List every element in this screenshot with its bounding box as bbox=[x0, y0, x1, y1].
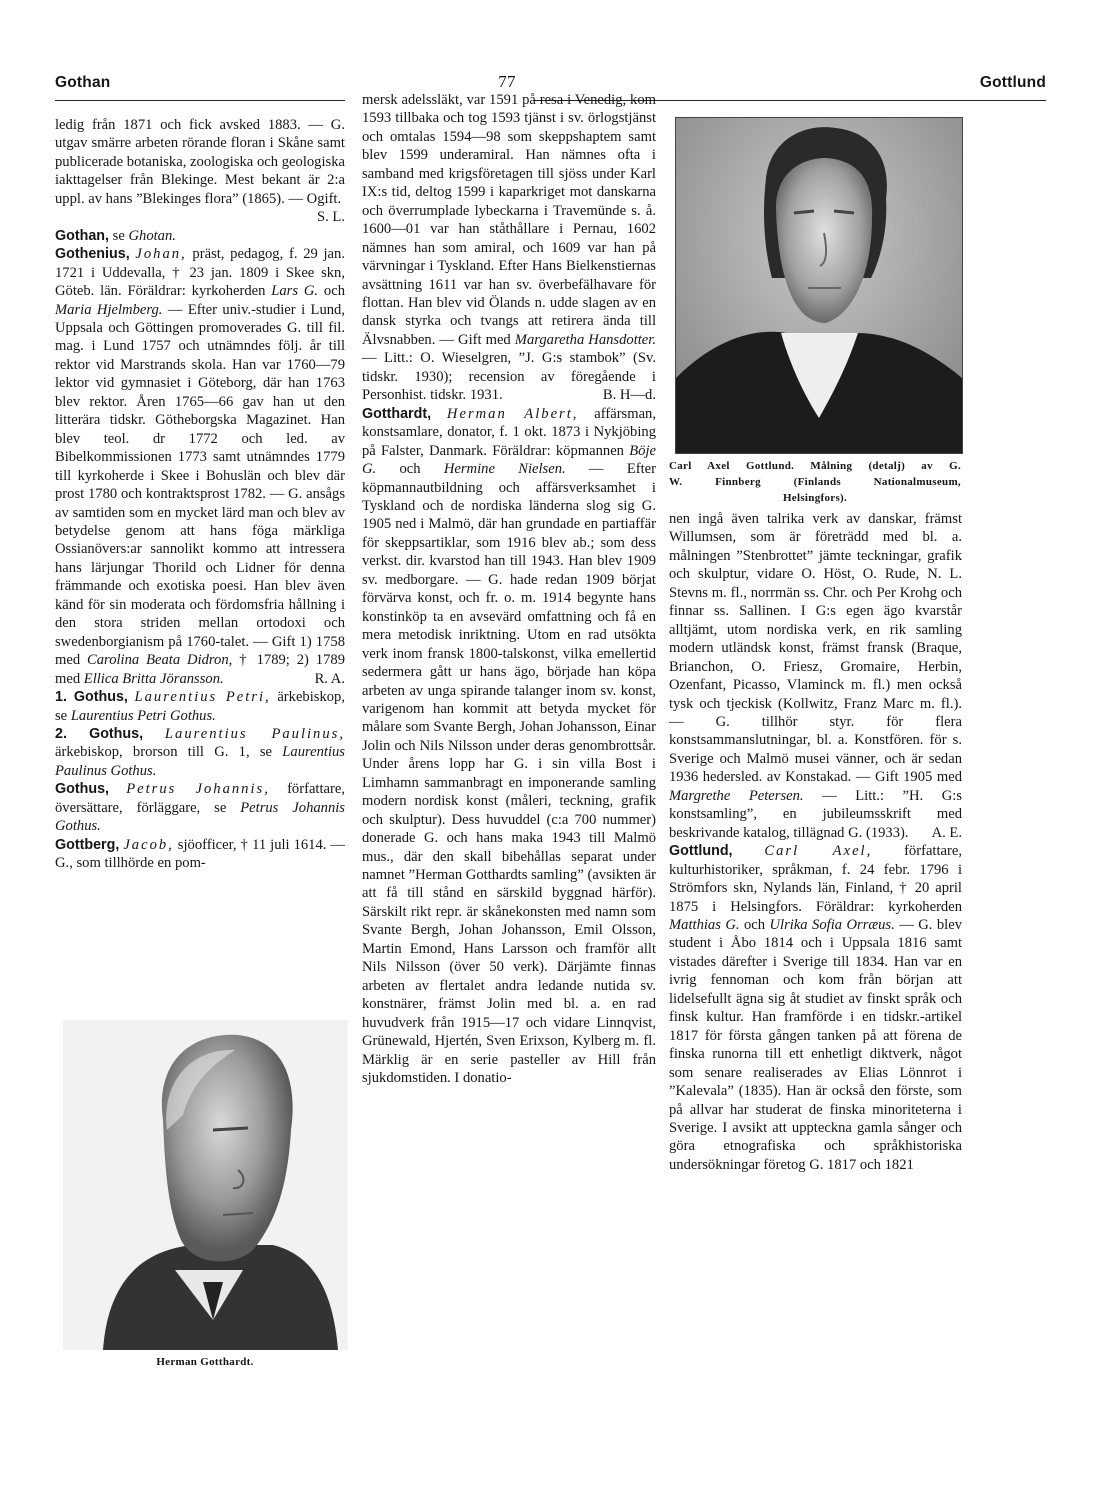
caption-gottlund: Carl Axel Gottlund. Målning (detalj) av G. W. Finnberg (Finlands Nationalmuseum, Helsingfors). bbox=[669, 460, 961, 504]
entry-gottberg-continued: mersk adelssläkt, var 1591 på resa i Venedig, kom 1593 tillbaka och tog 1593 tjänst i sv. örlogstjänst och omtalas 1594—98 som skeppshaptem samt blev 1599 underamiral. Han nämnes ofta i samband med krigsföretagen till sjöss under Karl IX:s tid, deltog 1599 i kaparkriget mot danskarna och överrumplade lybeckarna i Travemünde s. å. 1600—01 var han ståthållare i Pernau, 1602 nämnes han som amiral, och 1609 var han på värvningar i Tyskland. Efter Hans Bielkenstiernas avsättning 1611 var han sv. överbefälhavare för flottan. Han blev vid Ölands n. udde slagen av en dansk styrka och tvangs att retirera ända till Älvsnabben. — Gift med Margaretha Hansdotter. — Litt.: O. Wieselgren, ”J. G:s stambok” (Sv. tidskr. 1930); recension av föregående i Personhist. tidskr. 1931. B. H—d. bbox=[362, 92, 656, 404]
caption-gotthardt: Herman Gotthardt. bbox=[156, 1356, 254, 1368]
entry-gottberg: Gottberg, Jacob, sjöofficer, † 11 juli 1614. — G., som tillhörde en pom- bbox=[55, 836, 345, 872]
author-signature: S. L. bbox=[317, 209, 345, 226]
painting-image bbox=[676, 118, 962, 453]
author-signature: R. A. bbox=[314, 670, 345, 687]
author-signature: A. E. bbox=[931, 824, 962, 841]
running-head-left: Gothan bbox=[55, 74, 111, 91]
entry-continuation: ledig från 1871 och fick avsked 1883. — G. utgav smärre arbeten rörande floran i Skåne samt publicerade botaniska, zoologiska och geologiska iakttagelser från Blekinge. Mest bekant är 2:a uppl. av hans ”Blekinges flora” (1865). — Ogift. S. L. bbox=[55, 117, 345, 226]
entry-headword: Gottlund, bbox=[669, 843, 733, 860]
entry-headword: 2. Gothus, bbox=[55, 725, 144, 742]
entry-gothenius: Gothenius, Johan, präst, pedagog, f. 29 jan. 1721 i Uddevalla, † 23 jan. 1809 i Skee skn, Göteb. län. Föräldrar: kyrkoherden Lars G. och Maria Hjelmberg. — Efter univ.-studier i Lund, Uppsala och Göttingen promoverades G. till fil. mag. i Lund 1757 och utnämndes följ. år till rektor vid Marstrands skola. Han var 1760—79 lektor vid gymnasiet i Göteborg, där han 1763 blev rektor. Åren 1765—66 gav han ut den litterära tidskr. Götheborgska Magazinet. Han blev teol. dr 1772 och led. av Bibelkommissionen 1773 samt utnämndes 1779 till kyrkoherde i Skee i Bohuslän och blev där prost 1780 och kontraktsprost 1782. — G. ansågs av samtiden som en mycket lärd man och blev av betydelse genom att hans föga märkliga Ossianövers:ar sannolikt kommo att intressera hans lärjungar Thorild och Lidner för denna främmande och exotiska poesi. Han blev även känd för sin moderata och fördomsfria hållning i den stora striden mellan ortodoxi och swedenborgianism på 1760-talet. — Gift 1) 1758 med Carolina Beata Didron, † 1789; 2) 1789 med Ellica Britta Jöransson. R. A. bbox=[55, 246, 345, 687]
portrait-herman-gotthardt bbox=[63, 1020, 348, 1350]
portrait-image bbox=[63, 1020, 348, 1350]
running-head-right: Gottlund bbox=[979, 74, 1046, 91]
entry-headword: Gothenius, bbox=[55, 246, 130, 263]
entry-gotthardt: Gotthardt, Herman Albert, affärsman, konstsamlare, donator, f. 1 okt. 1873 i Nykjöbing på Falster, Danmark. Föräldrar: köpmannen Böje G. och Hermine Nielsen. — Efter köpmannautbildning och affärsverksamhet i Tyskland och de nordiska länderna slog sig G. 1905 ned i Malmö, där han grundade en partiaffär för skeppsartiklar, som 1916 blev ab.; som dess verkst. dir. kvarstod han till 1943. Han blev 1909 sv. medborgare. — G. hade redan 1909 börjat förvärva konst, och fr. o. m. 1914 begynte hans konstinköp ta en avsevärd omfattning och få en mera metodisk inriktning. Utom en rad utsökta verk inom fransk 1800-talskonst, vilka emellertid sedermera gått ur hans ägo, började han köpa arbeten av unga spirande talanger inom sv. konst, varigenom han kommit att betyda mycket för målare som Svante Bergh, Johan Johansson, Einar Jolin och Nils Nilsson under deras genombrottsår. Under årens lopp har G. i sin villa Bost i Limhamn sammanbragt en imponerande samling modern nordisk konst (måleri, teckning, grafik och skulptur). Dess huvuddel (c:a 700 nummer) donerade G. och hans maka 1943 till Malmö mus., där den skall bibehållas separat under namnet ”Herman Gotthardts samling” (avsikten är att få till stånd en särskild byggnad härför). Särskilt rikt repr. är skånekonsten med namn som Svante Bergh, Johan Johansson, Emil Olsson, Martin Emond, Hans Larsson och framför allt Nils Nilsson (över 50 verk). Därjämte finnas arbeten av flertalet andra ledande nutida sv. konstnärer, främst Jolin med bl. a. en rad huvudverk från 1915—17 och vidare Linnqvist, Grünewald, Hjertén, Sven Erixson, Kylberg m. fl. Märklig är en serie pasteller av Hill från sjukdomstiden. I donatio- bbox=[362, 405, 657, 1087]
entry-gothan: Gothan, se Ghotan. bbox=[55, 227, 176, 244]
column-1 bbox=[55, 116, 345, 873]
header-rule-left bbox=[55, 100, 345, 101]
portrait-carl-axel-gottlund bbox=[675, 117, 963, 454]
entry-headword: Gotthardt, bbox=[362, 405, 432, 422]
entry-headword: Gothus, bbox=[55, 781, 110, 798]
entry-gothus-2: 2. Gothus, Laurentius Paulinus, ärkebiskop, brorson till G. 1, se Laurentius Paulinus Gothus. bbox=[55, 725, 345, 779]
entry-headword: Gothan, bbox=[55, 227, 110, 244]
entry-gotthardt-continued: nen ingå även talrika verk av danskar, främst Willumsen, som är företrädd med bl. a. målningen ”Stenbrottet” jämte teckningar, grafik och skulptur, vidare O. Höst, O. Rude, N. L. Stevns m. fl., norrmän ss. Chr. och Per Krohg och finnar ss. Sallinen. I G:s egen ägo kvarstår alltjämt, utom nordiska verk, en rik samling modern utländsk konst, främst fransk (Braque, Brianchon, O. Friesz, Gromaire, Herbin, Ozenfant, Picasso, Vlaminck m. fl.) men också tysk och tjeckisk (Kollwitz, Franz Marc m. fl.). — G. tillhör styr. för flera konstsammanslutningar, bl. a. Konstfören. för s. Sverige och Malmö musei vänner, och är sedan 1936 hedersled. av Konstakad. — Gift 1905 med Margrethe Petersen. — Litt.: ”H. G:s konstsamling”, en jubileumsskrift med beskrivande katalog, tillägnad G. (1933). A. E. bbox=[669, 511, 962, 841]
entry-gothus-petrus: Gothus, Petrus Johannis, författare, översättare, förläggare, se Petrus Johannis Gothus. bbox=[55, 781, 345, 835]
entry-headword: 1. Gothus, bbox=[55, 689, 128, 706]
cross-reference: Ghotan. bbox=[128, 227, 176, 244]
entry-gothus-1: 1. Gothus, Laurentius Petri, ärkebiskop, se Laurentius Petri Gothus. bbox=[55, 689, 345, 724]
column-2 bbox=[362, 91, 656, 1087]
column-3 bbox=[669, 510, 962, 1174]
author-signature: B. H—d. bbox=[602, 387, 656, 404]
page-number: 77 bbox=[498, 72, 516, 91]
entry-gottlund: Gottlund, Carl Axel, författare, kulturhistoriker, språkman, f. 24 febr. 1796 i Strömfors skn, Nylands län, Finland, † 20 april 1875 i Helsingfors. Föräldrar: kyrkoherden Matthias G. och Ulrika Sofia Orræus. — G. blev student i Åbo 1814 och i Uppsala 1816 samt vistades därefter i Sverige till 1834. Han var en ivrig fennoman och kom från början att lidelsefullt ägna sig åt studiet av finskt språk och finsk kultur. Han framförde i en tidskr.-artikel 1817 för första gången tanken på att förena de finska runorna till ett enhetligt diktverk, något som senare realiserades av Elias Lönnrot i ”Kalevala” (1835). Han är också den förste, som på allvar har studerat de finska minoriteterna i Sverige. I avsikt att uppteckna gamla sånger och göra etnografiska och språkhistoriska undersökningar företog G. 1817 och 1821 bbox=[669, 843, 962, 1173]
entry-headword: Gottberg, bbox=[55, 836, 120, 853]
